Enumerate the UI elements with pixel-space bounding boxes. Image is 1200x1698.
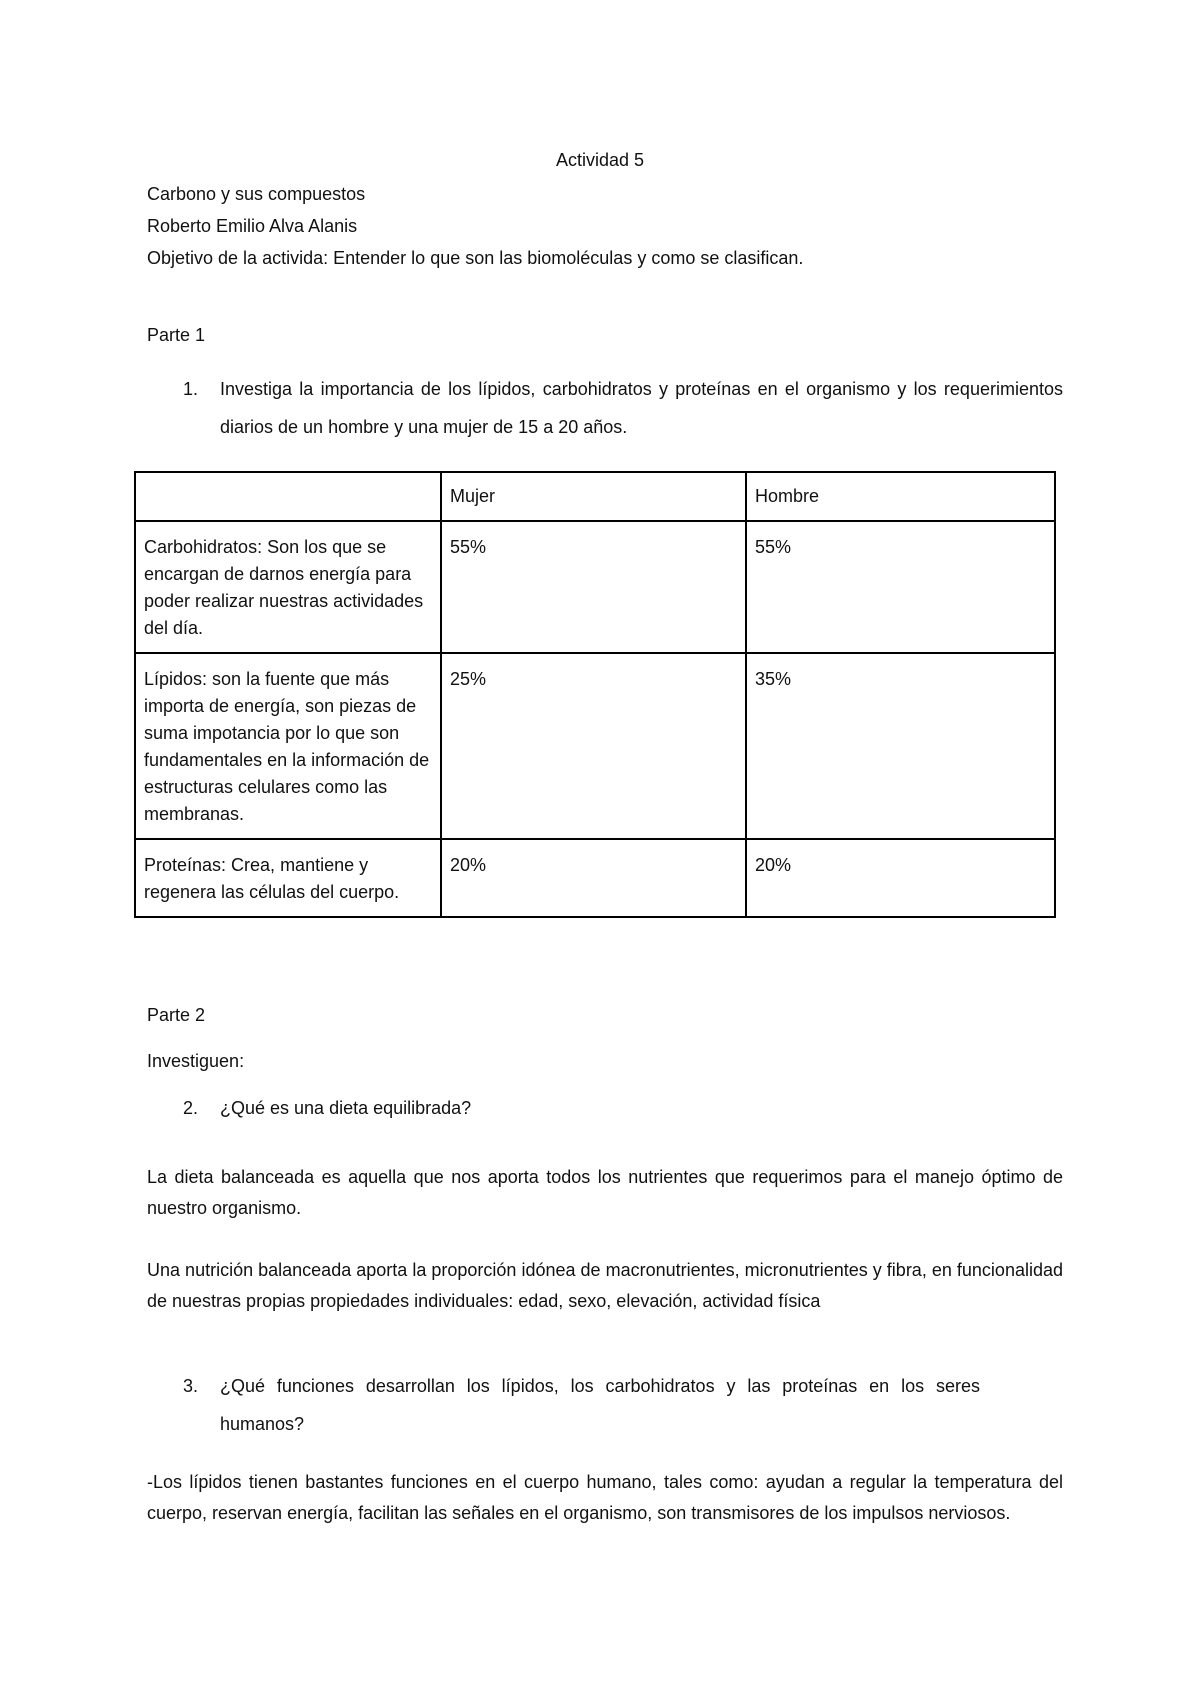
answer-3-paragraph-1: -Los lípidos tienen bastantes funciones en el cuerpo humano, tales como: ayudan a regular la temperatura del cuerpo, reservan energía, facilitan las señales en el organismo, son transmisores de los impulsos nerviosos. xyxy=(147,1472,1063,1523)
table-row xyxy=(135,653,1055,839)
row-value-mujer: 20% xyxy=(441,839,746,917)
document-title: Actividad 5 xyxy=(555,150,645,170)
header-cell-hombre: Hombre xyxy=(746,472,1055,521)
question-2-text: ¿Qué es una dieta equilibrada? xyxy=(220,1098,472,1118)
question-3-text: ¿Qué funciones desarrollan los lípidos, los carbohidratos y las proteínas en los seres humanos? xyxy=(220,1376,980,1434)
row-label-carbohidratos: Carbohidratos: Son los que se encargan de darnos energía para poder realizar nuestras actividades del día. xyxy=(135,521,441,653)
subject-line: Carbono y sus compuestos xyxy=(147,184,366,204)
question-3 xyxy=(184,1367,1063,1443)
table-row xyxy=(135,839,1055,917)
answer-2-paragraph-2: Una nutrición balanceada aporta la proporción idónea de macronutrientes, micronutrientes y fibra, en funcionalidad de nuestras propias propiedades individuales: edad, sexo, elevación, actividad física xyxy=(147,1260,1063,1311)
row-value-hombre: 20% xyxy=(746,839,1055,917)
row-value-hombre: 35% xyxy=(746,653,1055,839)
header-cell-empty xyxy=(135,472,441,521)
question-2 xyxy=(184,1089,1063,1127)
row-value-mujer: 25% xyxy=(441,653,746,839)
row-value-hombre: 55% xyxy=(746,521,1055,653)
row-value-mujer: 55% xyxy=(441,521,746,653)
objective-label: Objetivo de la activida: xyxy=(147,248,329,268)
row-label-proteinas: Proteínas: Crea, mantiene y regenera las células del cuerpo. xyxy=(135,839,441,917)
objective-text: Entender lo que son las biomoléculas y como se clasifican. xyxy=(333,248,804,268)
author-line: Roberto Emilio Alva Alanis xyxy=(147,216,358,236)
question-3-number: 3. xyxy=(183,1376,199,1396)
table-row xyxy=(135,521,1055,653)
objective-line xyxy=(147,246,803,270)
part1-heading: Parte 1 xyxy=(147,325,206,345)
nutrition-table xyxy=(134,471,1056,918)
part2-intro: Investiguen: xyxy=(147,1051,245,1071)
answer-2-paragraph-1: La dieta balanceada es aquella que nos aporta todos los nutrientes que requerimos para el manejo óptimo de nuestro organismo. xyxy=(147,1167,1063,1218)
part2-heading: Parte 2 xyxy=(147,1005,206,1025)
question-1-text: Investiga la importancia de los lípidos, carbohidratos y proteínas en el organismo y los requerimientos diarios de un hombre y una mujer de 15 a 20 años. xyxy=(220,379,1063,437)
header-cell-mujer: Mujer xyxy=(441,472,746,521)
question-2-number: 2. xyxy=(183,1098,199,1118)
question-1-number: 1. xyxy=(183,379,199,399)
row-label-lipidos: Lípidos: son la fuente que más importa de energía, son piezas de suma impotancia por lo que son fundamentales en la información de estructuras celulares como las membranas. xyxy=(135,653,441,839)
question-1 xyxy=(184,370,1063,446)
table-header-row xyxy=(135,472,1055,521)
